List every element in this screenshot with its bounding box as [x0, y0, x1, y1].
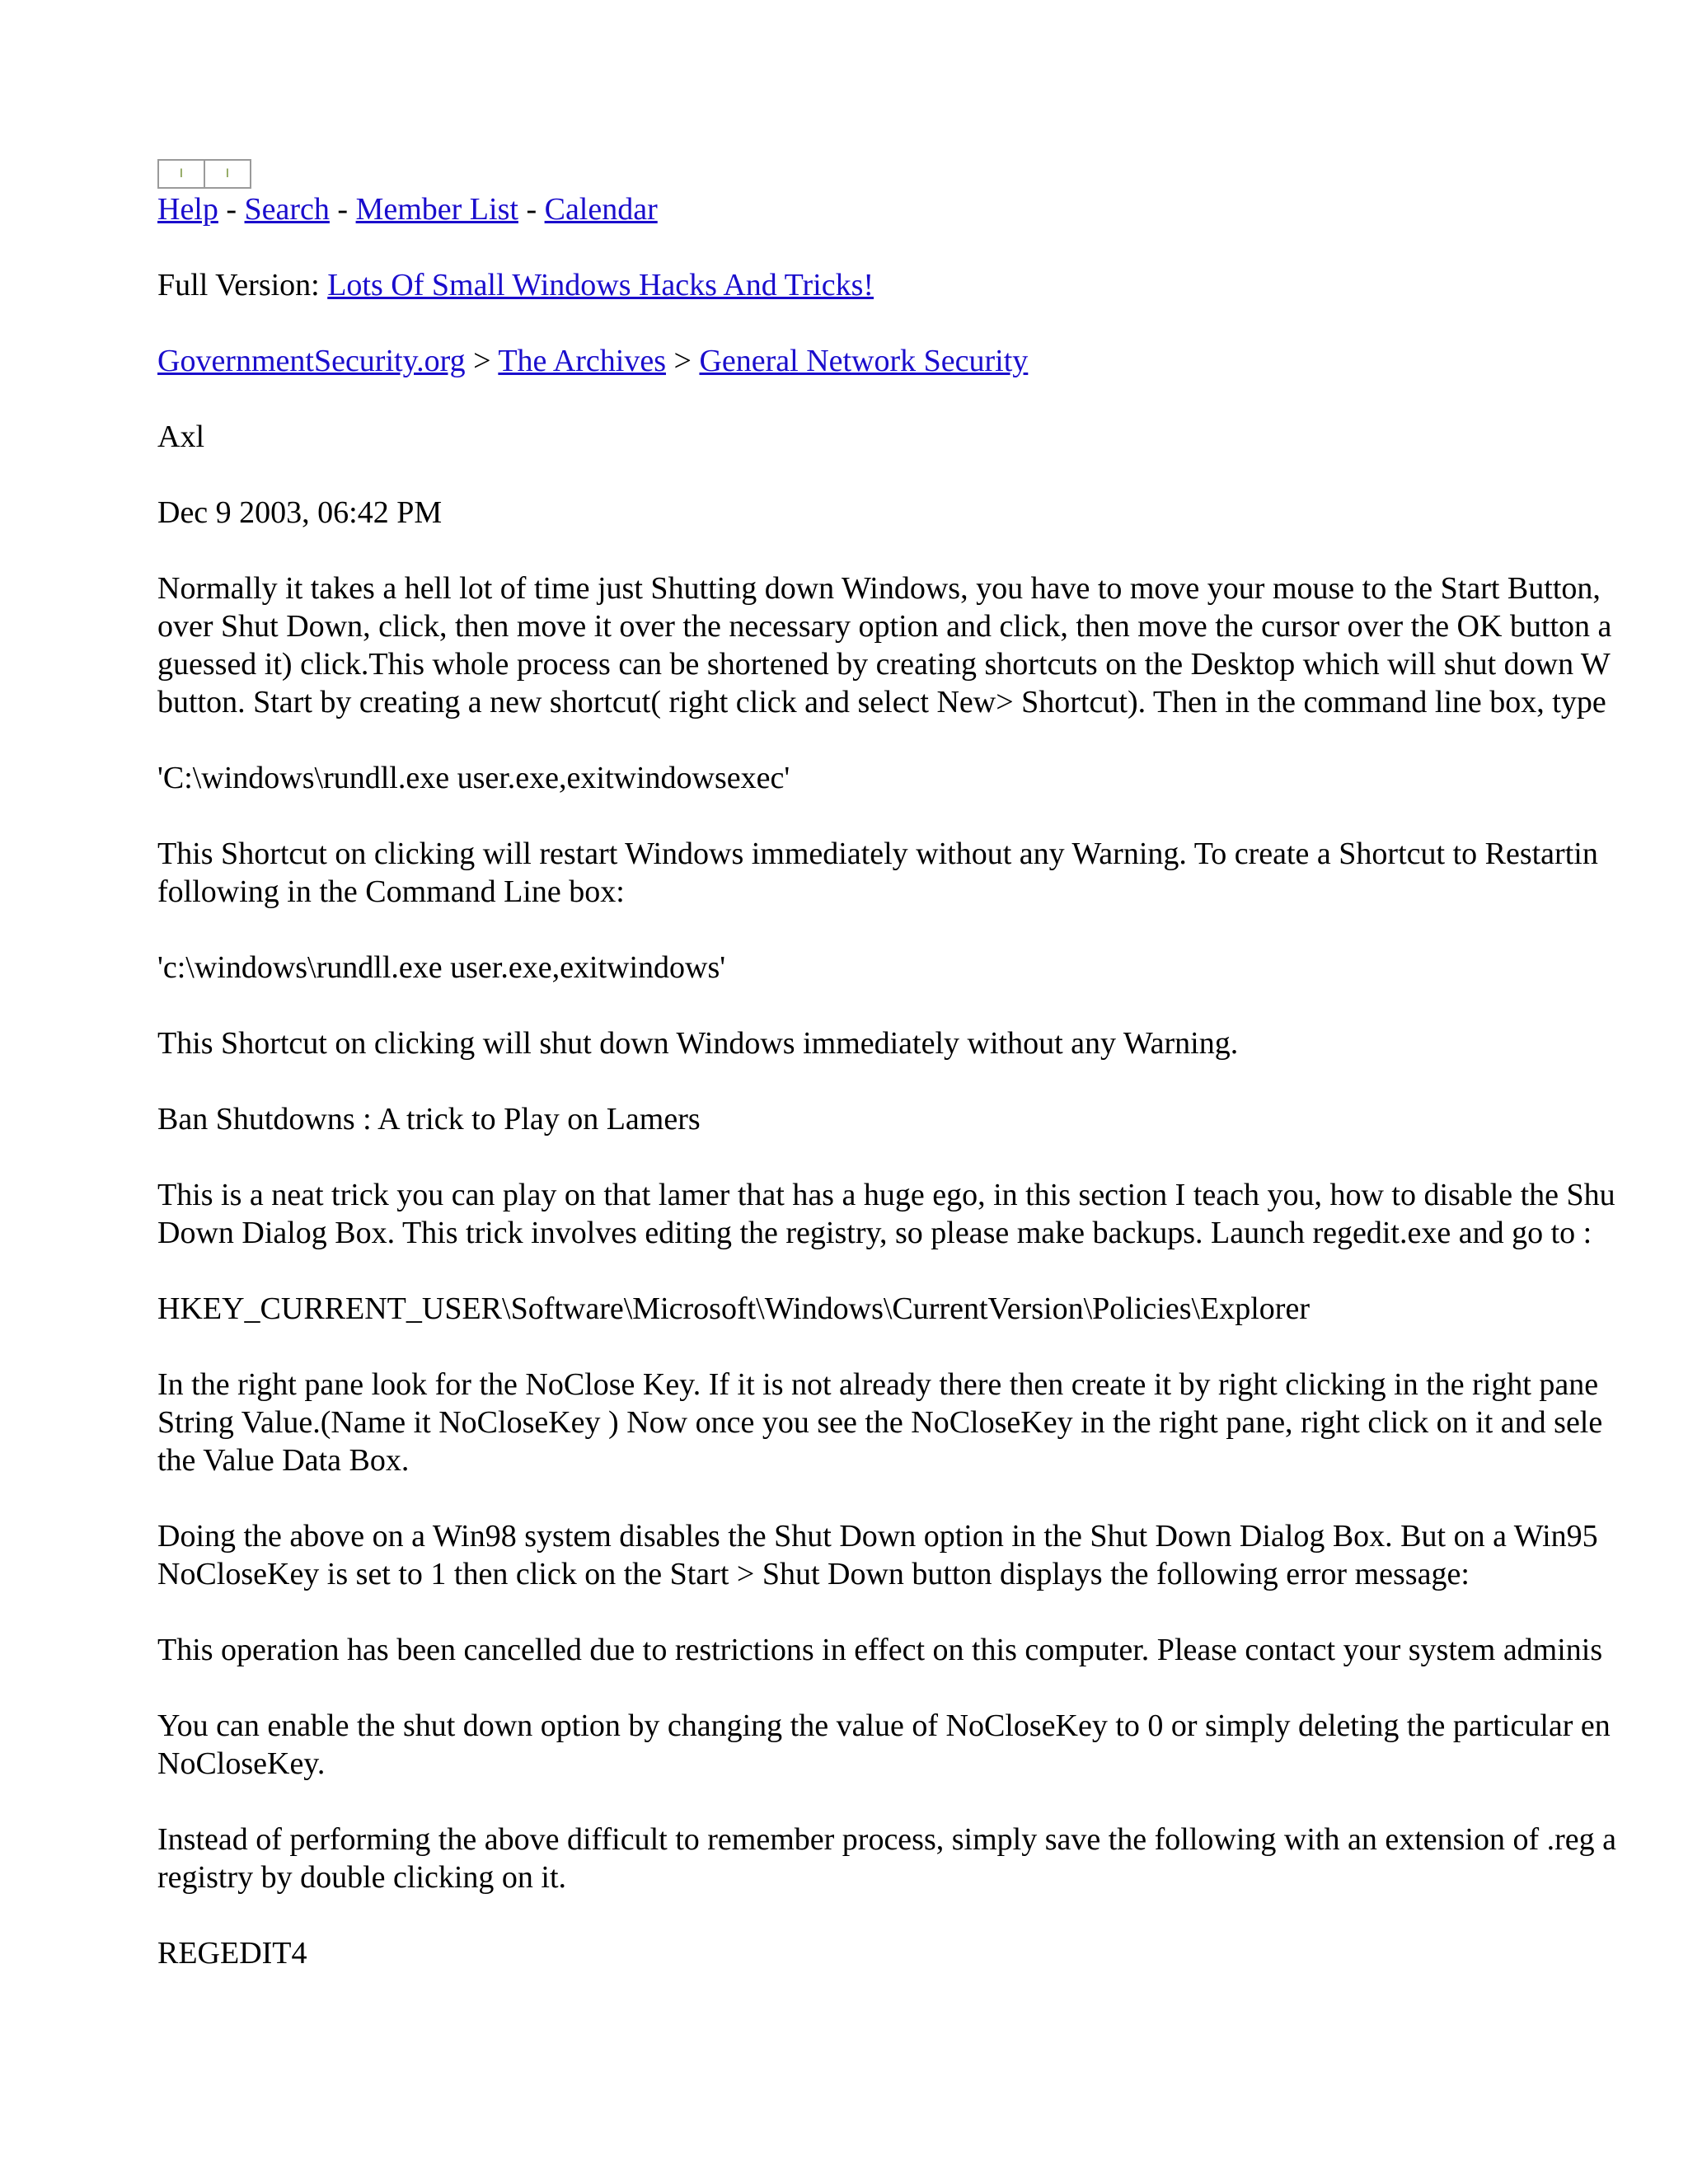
breadcrumb-archives-link[interactable]: The Archives: [498, 344, 666, 378]
post-text-line: String Value.(Name it NoCloseKey ) Now once you see the NoCloseKey in the right pane, right click on it and sele: [157, 1405, 1603, 1440]
post-text-line: In the right pane look for the NoClose Key. If it is not already there then create it by right clicking in the right pane: [157, 1367, 1599, 1402]
post-text-line: over Shut Down, click, then move it over the necessary option and click, then move the cursor over the OK button a: [157, 609, 1612, 644]
forum-logo: [157, 159, 251, 189]
post-text-line: NoCloseKey.: [157, 1746, 326, 1781]
breadcrumb-separator: >: [465, 344, 499, 378]
post-text-line: registry by double clicking on it.: [157, 1860, 567, 1895]
post-text-line: 'c:\windows\rundll.exe user.exe,exitwindows': [157, 950, 726, 985]
help-link[interactable]: Help: [157, 192, 218, 227]
nav-separator: -: [329, 192, 356, 227]
top-nav: [157, 190, 1688, 228]
forum-archive-page: [157, 159, 1688, 1972]
member-list-link[interactable]: Member List: [355, 192, 518, 227]
breadcrumb-separator: >: [666, 344, 700, 378]
post-author: Axl: [157, 419, 204, 454]
post-text-line: Instead of performing the above difficult to remember process, simply save the following with an extension of .reg a: [157, 1822, 1617, 1857]
post-text-line: Ban Shutdowns : A trick to Play on Lamers: [157, 1102, 701, 1137]
post-text-line: Doing the above on a Win98 system disables the Shut Down option in the Shut Down Dialog Box. But on a Win95: [157, 1519, 1598, 1554]
post-date: Dec 9 2003, 06:42 PM: [157, 495, 443, 530]
post-text-line: HKEY_CURRENT_USER\Software\Microsoft\Windows\CurrentVersion\Policies\Explorer: [157, 1291, 1310, 1326]
breadcrumb-forum-link[interactable]: General Network Security: [699, 344, 1029, 378]
post-text-line: guessed it) click.This whole process can be shortened by creating shortcuts on the Desktop which will shut down W: [157, 647, 1611, 682]
post-text-line: You can enable the shut down option by changing the value of NoCloseKey to 0 or simply deleting the particular en: [157, 1708, 1611, 1743]
post-text-line: following in the Command Line box:: [157, 874, 625, 909]
post-text-line: This Shortcut on clicking will restart Windows immediately without any Warning. To create a Shortcut to Restartin: [157, 837, 1598, 871]
search-link[interactable]: Search: [244, 192, 330, 227]
post-text-line: This Shortcut on clicking will shut down Windows immediately without any Warning.: [157, 1026, 1239, 1061]
breadcrumb: [157, 342, 1688, 380]
post-text-line: the Value Data Box.: [157, 1443, 410, 1478]
full-version-line: [157, 266, 1688, 304]
post-text-line: NoCloseKey is set to 1 then click on the Start > Shut Down button displays the following error message:: [157, 1557, 1470, 1591]
post-text-line: 'C:\windows\rundll.exe user.exe,exitwindowsexec': [157, 761, 790, 795]
breadcrumb-site-link[interactable]: GovernmentSecurity.org: [157, 344, 466, 378]
full-version-label: Full Version:: [157, 268, 328, 302]
post-text-line: This is a neat trick you can play on that lamer that has a huge ego, in this section I teach you, how to disable the Shu: [157, 1178, 1615, 1212]
post-text-line: button. Start by creating a new shortcut( right click and select New> Shortcut). Then in the command line box, type: [157, 685, 1606, 719]
nav-separator: -: [218, 192, 245, 227]
post-text-line: Down Dialog Box. This trick involves editing the registry, so please make backups. Launch regedit.exe and go to :: [157, 1216, 1592, 1250]
logo-cell-left: I: [159, 161, 205, 187]
post-text-line: REGEDIT4: [157, 1936, 307, 1971]
nav-separator: -: [518, 192, 545, 227]
post-text-line: This operation has been cancelled due to restrictions in effect on this computer. Please contact your system adminis: [157, 1633, 1603, 1667]
post-body: [157, 569, 1688, 1972]
post-text-line: Normally it takes a hell lot of time just Shutting down Windows, you have to move your mouse to the Start Button,: [157, 571, 1601, 606]
calendar-link[interactable]: Calendar: [544, 192, 658, 227]
full-version-link[interactable]: Lots Of Small Windows Hacks And Tricks!: [327, 268, 874, 302]
logo-cell-right: I: [225, 167, 230, 180]
